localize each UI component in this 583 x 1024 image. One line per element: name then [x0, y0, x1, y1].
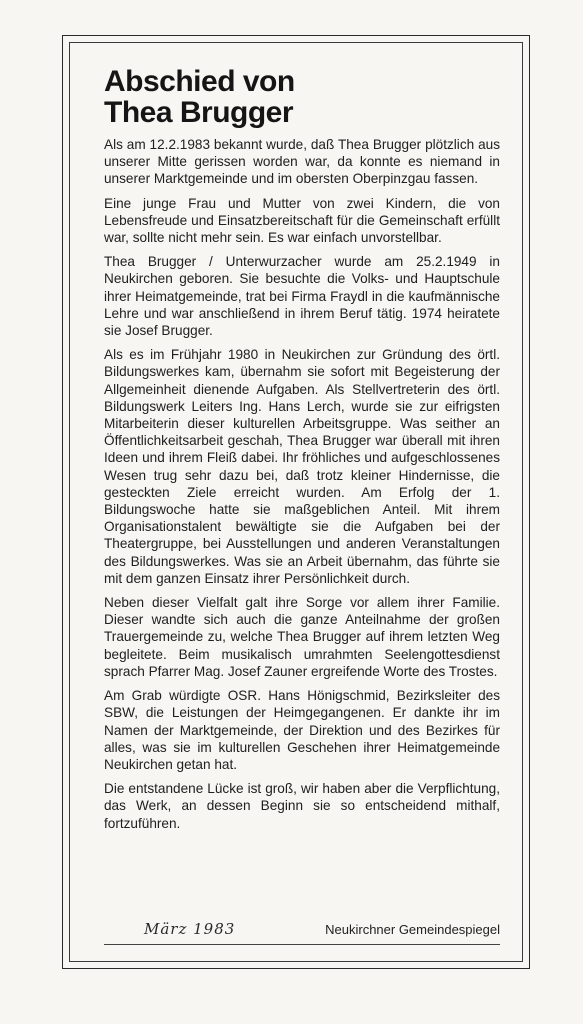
footer-rule [104, 944, 500, 945]
title-line-1: Abschied von [104, 65, 295, 98]
article-title [104, 66, 500, 128]
paragraph-1: Als am 12.2.1983 bekannt wurde, daß Thea Brugger plötzlich aus unserer Mitte gerissen worden war, da konnte es niemand in unserer Marktgemeinde und im obersten Oberpinzgau fassen. [104, 137, 500, 187]
title-line-2: Thea Brugger [104, 96, 294, 129]
paragraph-6: Am Grab würdigte OSR. Hans Hönigschmid, Bezirksleiter des SBW, die Leistungen der Heimgegangenen. Er dankte ihr im Namen der Marktgemeinde, der Direktion und des Bezirkes für alles, was sie im kulturellen Geschehen ihrer Heimatgemeinde Neukirchen getan hat. [104, 688, 500, 772]
footer [104, 918, 500, 944]
paragraph-2: Eine junge Frau und Mutter von zwei Kindern, die von Lebensfreude und Einsatzbereitschaft für die Gemeinschaft erfüllt war, sollte nicht mehr sein. Es war einfach unvorstellbar. [104, 195, 500, 246]
paragraph-3: Thea Brugger / Unterwurzacher wurde am 25.2.1949 in Neukirchen geboren. Sie besuchte die Volks- und Hauptschule ihrer Heimatgemeinde, trat bei Firma Fraydl in die kaufmännische Lehre und war anschließend in ihrem Beruf tätig. 1974 heiratete sie Josef Brugger. [104, 254, 500, 339]
paragraph-5: Neben dieser Vielfalt galt ihre Sorge vor allem ihrer Familie. Dieser wandte sich auch die ganze Anteilnahme der großen Trauergemeinde zu, welche Thea Brugger auf ihrem letzten Weg begleitete. Beim musikalisch umrahmten Seelengottesdienst sprach Pfarrer Mag. Josef Zauner ergreifende Worte des Trostes. [104, 595, 500, 679]
paragraph-7: Die entstandene Lücke ist groß, wir haben aber die Verpflichtung, das Werk, an dessen Beginn sie so entscheidend mithalf, fortzuführen. [104, 781, 500, 831]
source-publication: Neukirchner Gemeindespiegel [325, 922, 500, 937]
paragraph-4: Als es im Frühjahr 1980 in Neukirchen zur Gründung des örtl. Bildungswerkes kam, übernahm sie sofort mit Begeisterung der Allgemeinheit dienende Aufgaben. Als Stellvertreterin des örtl. Bildungswerk Leiters Ing. Hans Lerch, wurde sie zur eifrigsten Mitarbeiterin dieser kulturellen Arbeitsgruppe. Was seither an Öffentlichkeitsarbeit geschah, Thea Brugger war überall mit ihren Ideen und ihrem Fleiß dabei. Ihr fröhliches und aufgeschlossenes Wesen trug sehr dazu bei, daß trotz kleiner Hindernisse, die gesteckten Ziele erreicht wurden. Am Erfolg der 1. Bildungswoche hatte sie maßgeblichen Anteil. Mit ihrem Organisationstalent bewältigte sie die Aufgaben bei der Theatergruppe, bei Ausstellungen und anderen Veranstaltungen des Bildungswerkes. Was sie an Arbeit übernahm, das führte sie mit dem ganzen Einsatz ihrer Persönlichkeit durch. [104, 347, 500, 586]
article [104, 66, 500, 839]
handwritten-date: März 1983 [144, 920, 236, 938]
